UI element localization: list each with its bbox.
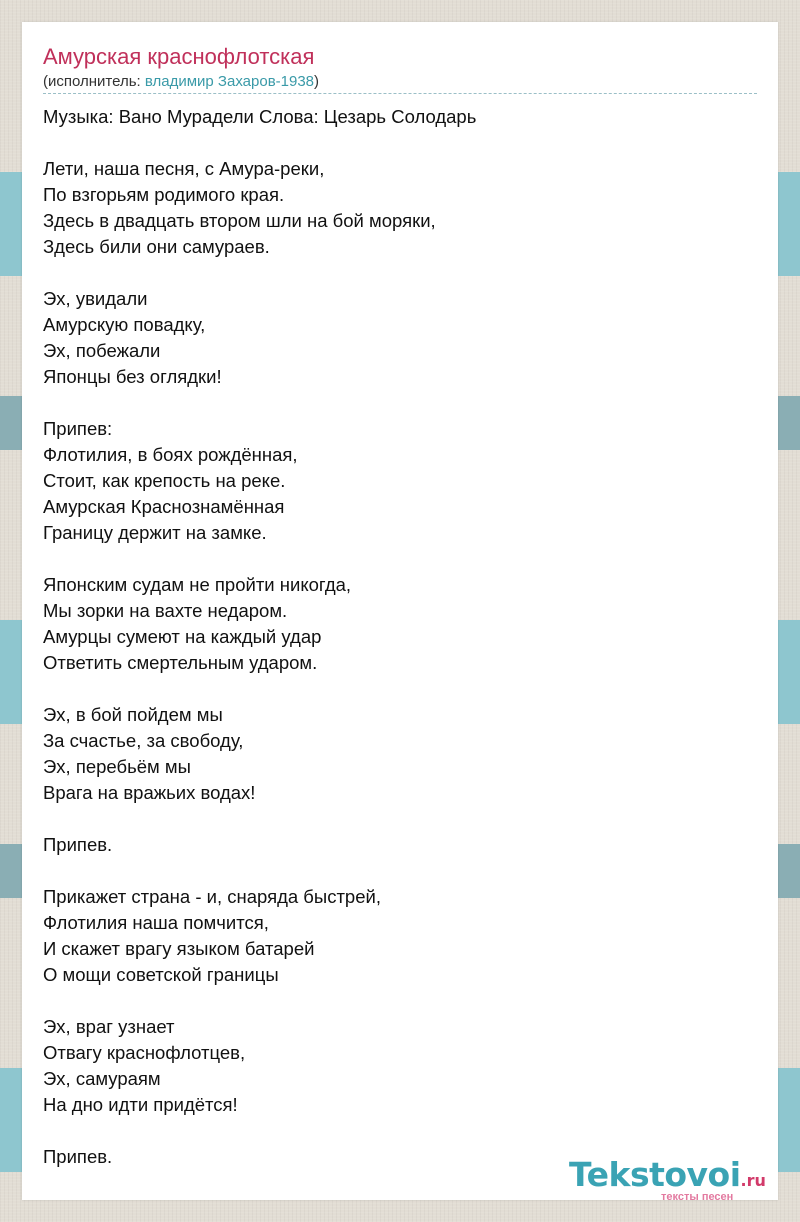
lyrics-card <box>22 22 778 1200</box>
lyrics-line: Японским судам не пройти никогда, <box>43 574 352 595</box>
lyrics-line: Границу держит на замке. <box>43 522 267 543</box>
performer-line <box>43 73 319 90</box>
lyrics-line: Эх, в бой пойдем мы <box>43 704 223 725</box>
lyrics-line: Стоит, как крепость на реке. <box>43 470 286 491</box>
lyrics-line: И скажет врагу языком батарей <box>43 938 315 959</box>
performer-prefix: (исполнитель: <box>43 73 145 90</box>
lyrics-line: Припев. <box>43 834 113 855</box>
site-logo[interactable] <box>569 1155 766 1203</box>
lyrics-line: Флотилия наша помчится, <box>43 912 269 933</box>
performer-link[interactable]: владимир Захаров-1938 <box>144 73 315 90</box>
lyrics-line: Эх, побежали <box>43 340 161 361</box>
lyrics-line: Отвагу краснофлотцев, <box>43 1042 246 1063</box>
lyrics-blank-line <box>43 806 757 832</box>
lyrics-blank-line <box>43 676 757 702</box>
lyrics-blank-line <box>43 988 757 1014</box>
lyrics-line: О мощи советской границы <box>43 964 279 985</box>
title-divider <box>43 93 757 94</box>
logo-name: Tekstovoi <box>569 1155 741 1194</box>
performer-suffix: ) <box>314 73 320 90</box>
lyrics-blank-line <box>43 260 757 286</box>
lyrics-blank-line <box>43 1118 757 1144</box>
lyrics-line: Эх, враг узнает <box>43 1016 175 1037</box>
lyrics-line: Припев. <box>43 1146 113 1167</box>
lyrics-line: Амурская Краснознамённая <box>43 496 285 517</box>
lyrics-line: Ответить смертельным ударом. <box>43 652 318 673</box>
lyrics-line: Эх, перебьём мы <box>43 756 191 777</box>
song-title: Амурская краснофлотская <box>43 44 315 69</box>
lyrics-line: Японцы без оглядки! <box>43 366 222 387</box>
lyrics-line: Эх, самураям <box>43 1068 161 1089</box>
lyrics-line: Припев: <box>43 418 113 439</box>
lyrics-line: Флотилия, в боях рождённая, <box>43 444 298 465</box>
lyrics-lines <box>43 130 757 1170</box>
lyrics-line: По взгорьям родимого края. <box>43 184 285 205</box>
lyrics-line: На дно идти придётся! <box>43 1094 238 1115</box>
lyrics-line: Здесь били они самураев. <box>43 236 270 257</box>
lyrics-line: Врага на вражьих водах! <box>43 782 256 803</box>
lyrics-blank-line <box>43 858 757 884</box>
lyrics-line: Мы зорки на вахте недаром. <box>43 600 288 621</box>
lyrics-line: Лети, наша песня, с Амура-реки, <box>43 158 325 179</box>
lyrics-line: Эх, увидали <box>43 288 148 309</box>
lyrics-blank-line <box>43 546 757 572</box>
lyrics-line: Здесь в двадцать втором шли на бой моряки, <box>43 210 436 231</box>
lyrics-line: Прикажет страна - и, снаряда быстрей, <box>43 886 381 907</box>
lyrics-line: Амурцы сумеют на каждый удар <box>43 626 322 647</box>
lyrics-line: За счастье, за свободу, <box>43 730 244 751</box>
logo-tld: .ru <box>740 1171 766 1190</box>
lyrics-blank-line <box>43 390 757 416</box>
lyrics-credits: Музыка: Вано Мурадели Слова: Цезарь Солодарь <box>43 106 477 127</box>
lyrics-text <box>43 104 757 1170</box>
logo-tagline: тексты песен <box>661 1191 734 1203</box>
lyrics-blank-line <box>43 130 757 156</box>
lyrics-line: Амурскую повадку, <box>43 314 206 335</box>
